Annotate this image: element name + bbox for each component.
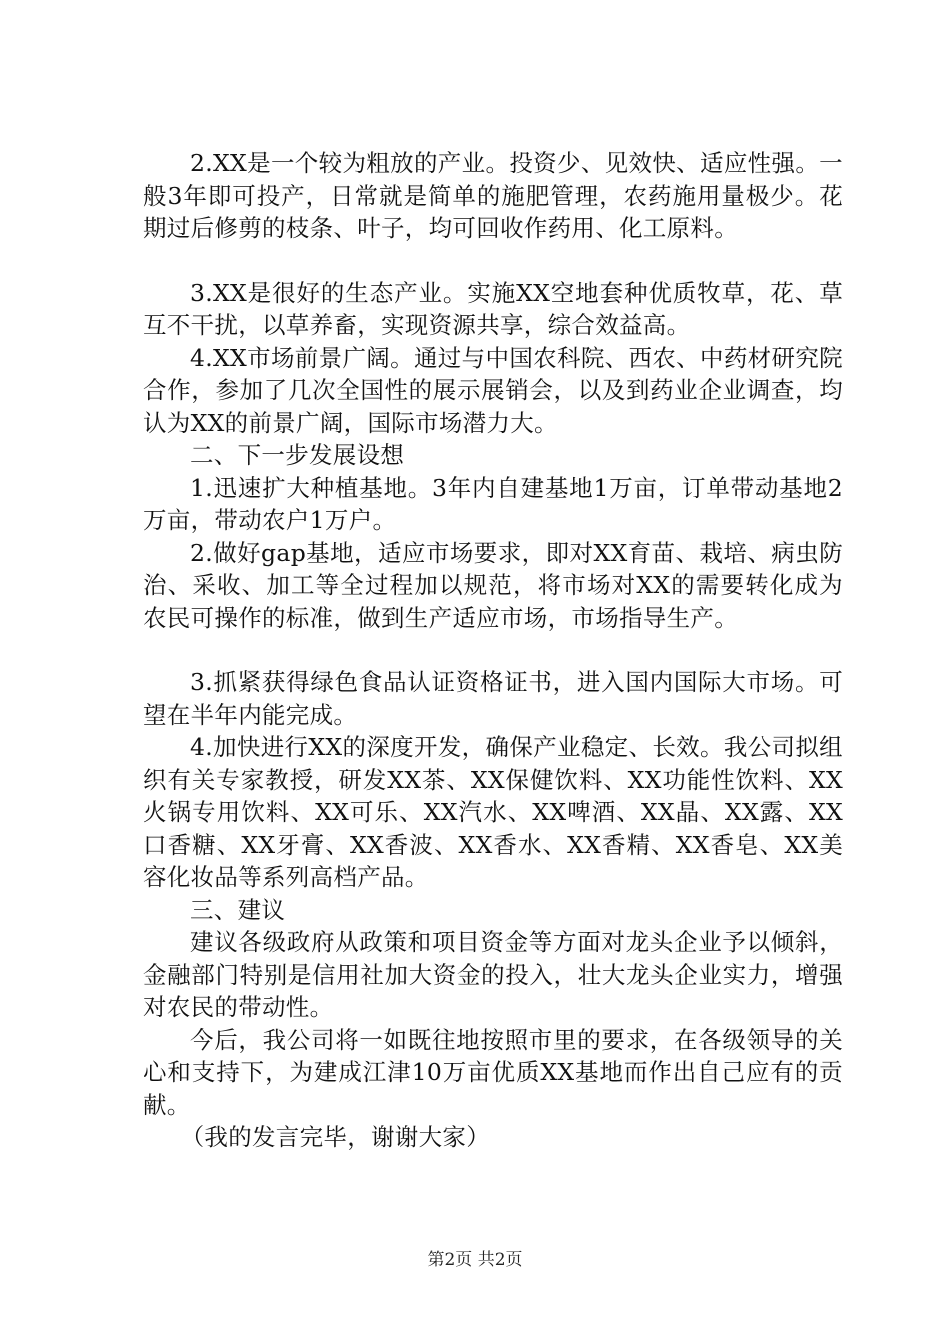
paragraph-plan-4: 4.加快进行XX的深度开发，确保产业稳定、长效。我公司拟组织有关专家教授，研发XX茶、XX保健饮料、XX功能性饮料、XX火锅专用饮料、XX可乐、XX汽水、XX啤酒、XX晶、XX露、XX口香糖、XX牙膏、XX香波、XX香水、XX香精、XX香皂、XX美容化妆品等系列高档产品。 (143, 733, 843, 891)
paragraph-point-3: 3.XX是很好的生态产业。实施XX空地套种优质牧草，花、草互不干扰，以草养畜，实现资源共享，综合效益高。 (143, 278, 843, 339)
paragraph-conclusion: 今后，我公司将一如既往地按照市里的要求，在各级领导的关心和支持下，为建成江津10万亩优质XX基地而作出自己应有的贡献。 (143, 1025, 843, 1119)
paragraph-plan-3: 3.抓紧获得绿色食品认证资格证书，进入国内国际大市场。可望在半年内能完成。 (143, 668, 843, 729)
paragraph-plan-1: 1.迅速扩大种植基地。3年内自建基地1万亩，订单带动基地2万亩，带动农户1万户。 (143, 473, 843, 534)
page-footer: 第2页 共2页 (427, 1250, 523, 1270)
closing-remark: （我的发言完毕，谢谢大家） (180, 1123, 490, 1151)
paragraph-plan-2: 2.做好gap基地，适应市场要求，即对XX育苗、栽培、病虫防治、采收、加工等全过程加以规范，将市场对XX的需要转化成为农民可操作的标准，做到生产适应市场，市场指导生产。 (143, 538, 843, 632)
section-heading-next-steps: 二、下一步发展设想 (190, 441, 405, 469)
paragraph-point-2: 2.XX是一个较为粗放的产业。投资少、见效快、适应性强。一般3年即可投产，日常就是简单的施肥管理，农药施用量极少。花期过后修剪的枝条、叶子，均可回收作药用、化工原料。 (143, 149, 843, 242)
section-heading-suggestions: 三、建议 (190, 895, 286, 924)
document-body (143, 147, 843, 1154)
paragraph-point-4: 4.XX市场前景广阔。通过与中国农科院、西农、中药材研究院合作，参加了几次全国性的展示展销会，以及到药业企业调查，均认为XX的前景广阔，国际市场潜力大。 (143, 343, 843, 437)
paragraph-suggestion: 建议各级政府从政策和项目资金等方面对龙头企业予以倾斜，金融部门特别是信用社加大资金的投入，壮大龙头企业实力，增强对农民的带动性。 (143, 928, 843, 1021)
